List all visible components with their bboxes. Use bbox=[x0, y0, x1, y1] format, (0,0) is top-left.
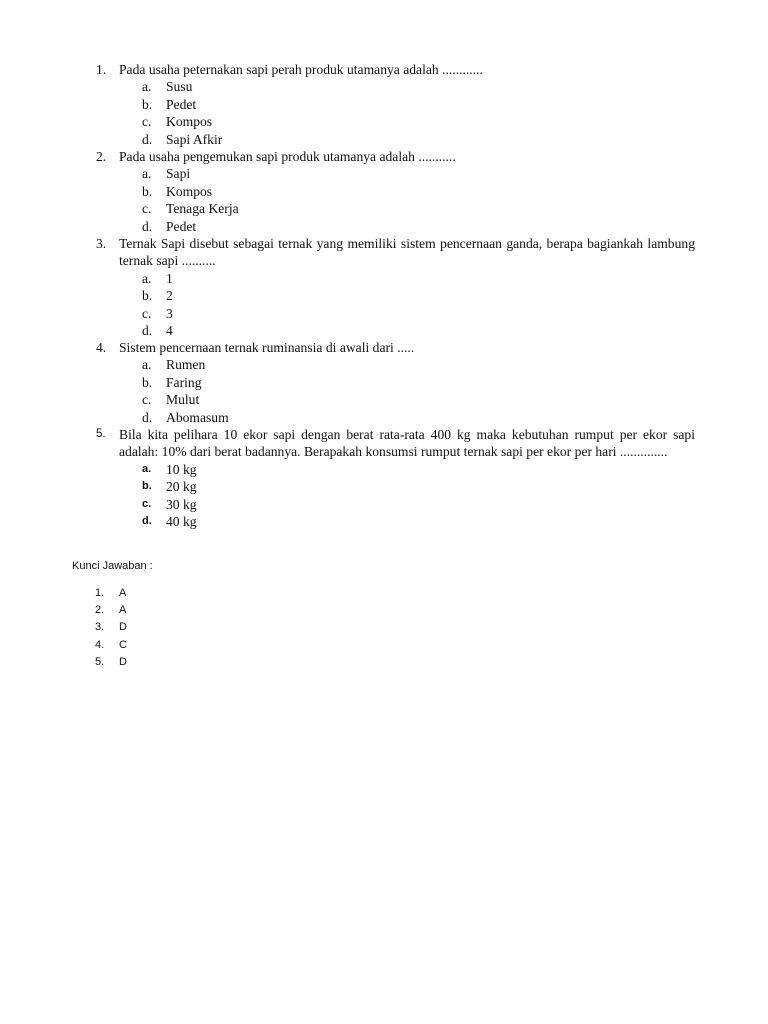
question-number: 3. bbox=[96, 236, 107, 251]
answer-number: 2. bbox=[95, 604, 105, 617]
question-text: Sistem pencernaan ternak ruminansia di awali dari ..... bbox=[119, 340, 415, 355]
answer-number: 1. bbox=[95, 587, 105, 599]
option-c bbox=[93, 391, 695, 408]
answer-letter: A bbox=[119, 587, 127, 599]
option-text: 1 bbox=[166, 270, 173, 286]
question-1-row bbox=[93, 61, 695, 78]
option-text: 20 kg bbox=[166, 479, 197, 495]
option-text: Kompos bbox=[166, 114, 213, 130]
question-number: 5. bbox=[96, 428, 106, 440]
answer-letter: D bbox=[119, 621, 127, 634]
answer-number: 4. bbox=[95, 638, 105, 651]
option-letter: c. bbox=[142, 392, 152, 408]
option-letter: c. bbox=[142, 497, 152, 510]
option-text: Pedet bbox=[166, 218, 197, 234]
answer-letter: A bbox=[119, 604, 127, 617]
option-letter: a. bbox=[142, 79, 152, 95]
question-text: Pada usaha peternakan sapi perah produk utamanya adalah ............ bbox=[119, 62, 483, 77]
option-b bbox=[93, 287, 695, 304]
option-letter: d. bbox=[142, 514, 152, 527]
option-letter: c. bbox=[142, 114, 152, 130]
option-letter: a. bbox=[142, 166, 152, 182]
option-d bbox=[93, 218, 695, 235]
question-4-row bbox=[93, 339, 695, 356]
question-1 bbox=[93, 61, 695, 148]
option-c bbox=[93, 200, 695, 217]
option-letter: d. bbox=[142, 131, 153, 147]
answer-number: 5. bbox=[95, 655, 105, 668]
option-text: Abomasum bbox=[166, 409, 229, 425]
answer-letter: C bbox=[119, 638, 127, 651]
option-d bbox=[93, 322, 695, 339]
option-b bbox=[93, 374, 695, 391]
option-text: Rumen bbox=[166, 357, 206, 373]
option-text: 10 kg bbox=[166, 461, 197, 477]
question-2-row bbox=[93, 148, 695, 165]
question-2 bbox=[93, 148, 695, 235]
option-text: 40 kg bbox=[166, 513, 197, 529]
option-letter: d. bbox=[142, 409, 153, 425]
option-letter: a. bbox=[142, 270, 152, 286]
option-c bbox=[93, 113, 695, 130]
option-letter: c. bbox=[142, 305, 152, 321]
option-text: 30 kg bbox=[166, 496, 197, 512]
question-3 bbox=[93, 235, 695, 339]
question-number: 4. bbox=[96, 340, 107, 355]
option-letter: b. bbox=[142, 374, 153, 390]
answer-number: 3. bbox=[95, 621, 105, 634]
answer-key-title: Kunci Jawaban : bbox=[72, 560, 153, 572]
option-text: Tenaga Kerja bbox=[166, 201, 239, 217]
question-text: Bila kita pelihara 10 ekor sapi dengan berat rata-rata 400 kg maka kebutuhan rumput per ekor sapi adalah: 10% dari berat badannya. Berapakah konsumsi rumput ternak sapi per ekor per hari .............. bbox=[119, 427, 695, 460]
option-text: Faring bbox=[166, 374, 202, 390]
option-b bbox=[93, 96, 695, 113]
option-letter: b. bbox=[142, 183, 153, 199]
option-a bbox=[93, 270, 695, 287]
question-5 bbox=[93, 426, 695, 530]
question-4 bbox=[93, 339, 695, 426]
option-a bbox=[93, 356, 695, 373]
option-text: 3 bbox=[166, 305, 173, 321]
option-c bbox=[93, 496, 695, 513]
question-number: 2. bbox=[96, 149, 107, 164]
option-d bbox=[93, 409, 695, 426]
option-letter: b. bbox=[142, 480, 152, 493]
option-text: Sapi Afkir bbox=[166, 131, 223, 147]
option-letter: d. bbox=[142, 218, 153, 234]
option-a bbox=[93, 461, 695, 478]
option-c bbox=[93, 305, 695, 322]
option-b bbox=[93, 183, 695, 200]
option-b bbox=[93, 478, 695, 495]
option-text: Kompos bbox=[166, 183, 213, 199]
option-text: Susu bbox=[166, 79, 193, 95]
question-number: 1. bbox=[96, 62, 107, 77]
question-5-row bbox=[93, 426, 695, 461]
option-letter: b. bbox=[142, 288, 153, 304]
option-letter: c. bbox=[142, 201, 152, 217]
option-text: 4 bbox=[166, 322, 173, 338]
option-d bbox=[93, 513, 695, 530]
option-letter: a. bbox=[142, 462, 152, 475]
option-letter: b. bbox=[142, 96, 153, 112]
option-letter: d. bbox=[142, 322, 153, 338]
answer-letter: D bbox=[119, 655, 127, 668]
option-text: Mulut bbox=[166, 392, 200, 408]
option-text: Pedet bbox=[166, 96, 197, 112]
question-3-row bbox=[93, 235, 695, 270]
question-text: Ternak Sapi disebut sebagai ternak yang memiliki sistem pencernaan ganda, berapa bagiankah lambung ternak sapi .......... bbox=[119, 236, 695, 269]
option-a bbox=[93, 78, 695, 95]
question-text: Pada usaha pengemukan sapi produk utamanya adalah ........... bbox=[119, 149, 456, 164]
option-d bbox=[93, 131, 695, 148]
option-text: Sapi bbox=[166, 166, 191, 182]
option-letter: a. bbox=[142, 357, 152, 373]
option-a bbox=[93, 165, 695, 182]
option-text: 2 bbox=[166, 288, 173, 304]
